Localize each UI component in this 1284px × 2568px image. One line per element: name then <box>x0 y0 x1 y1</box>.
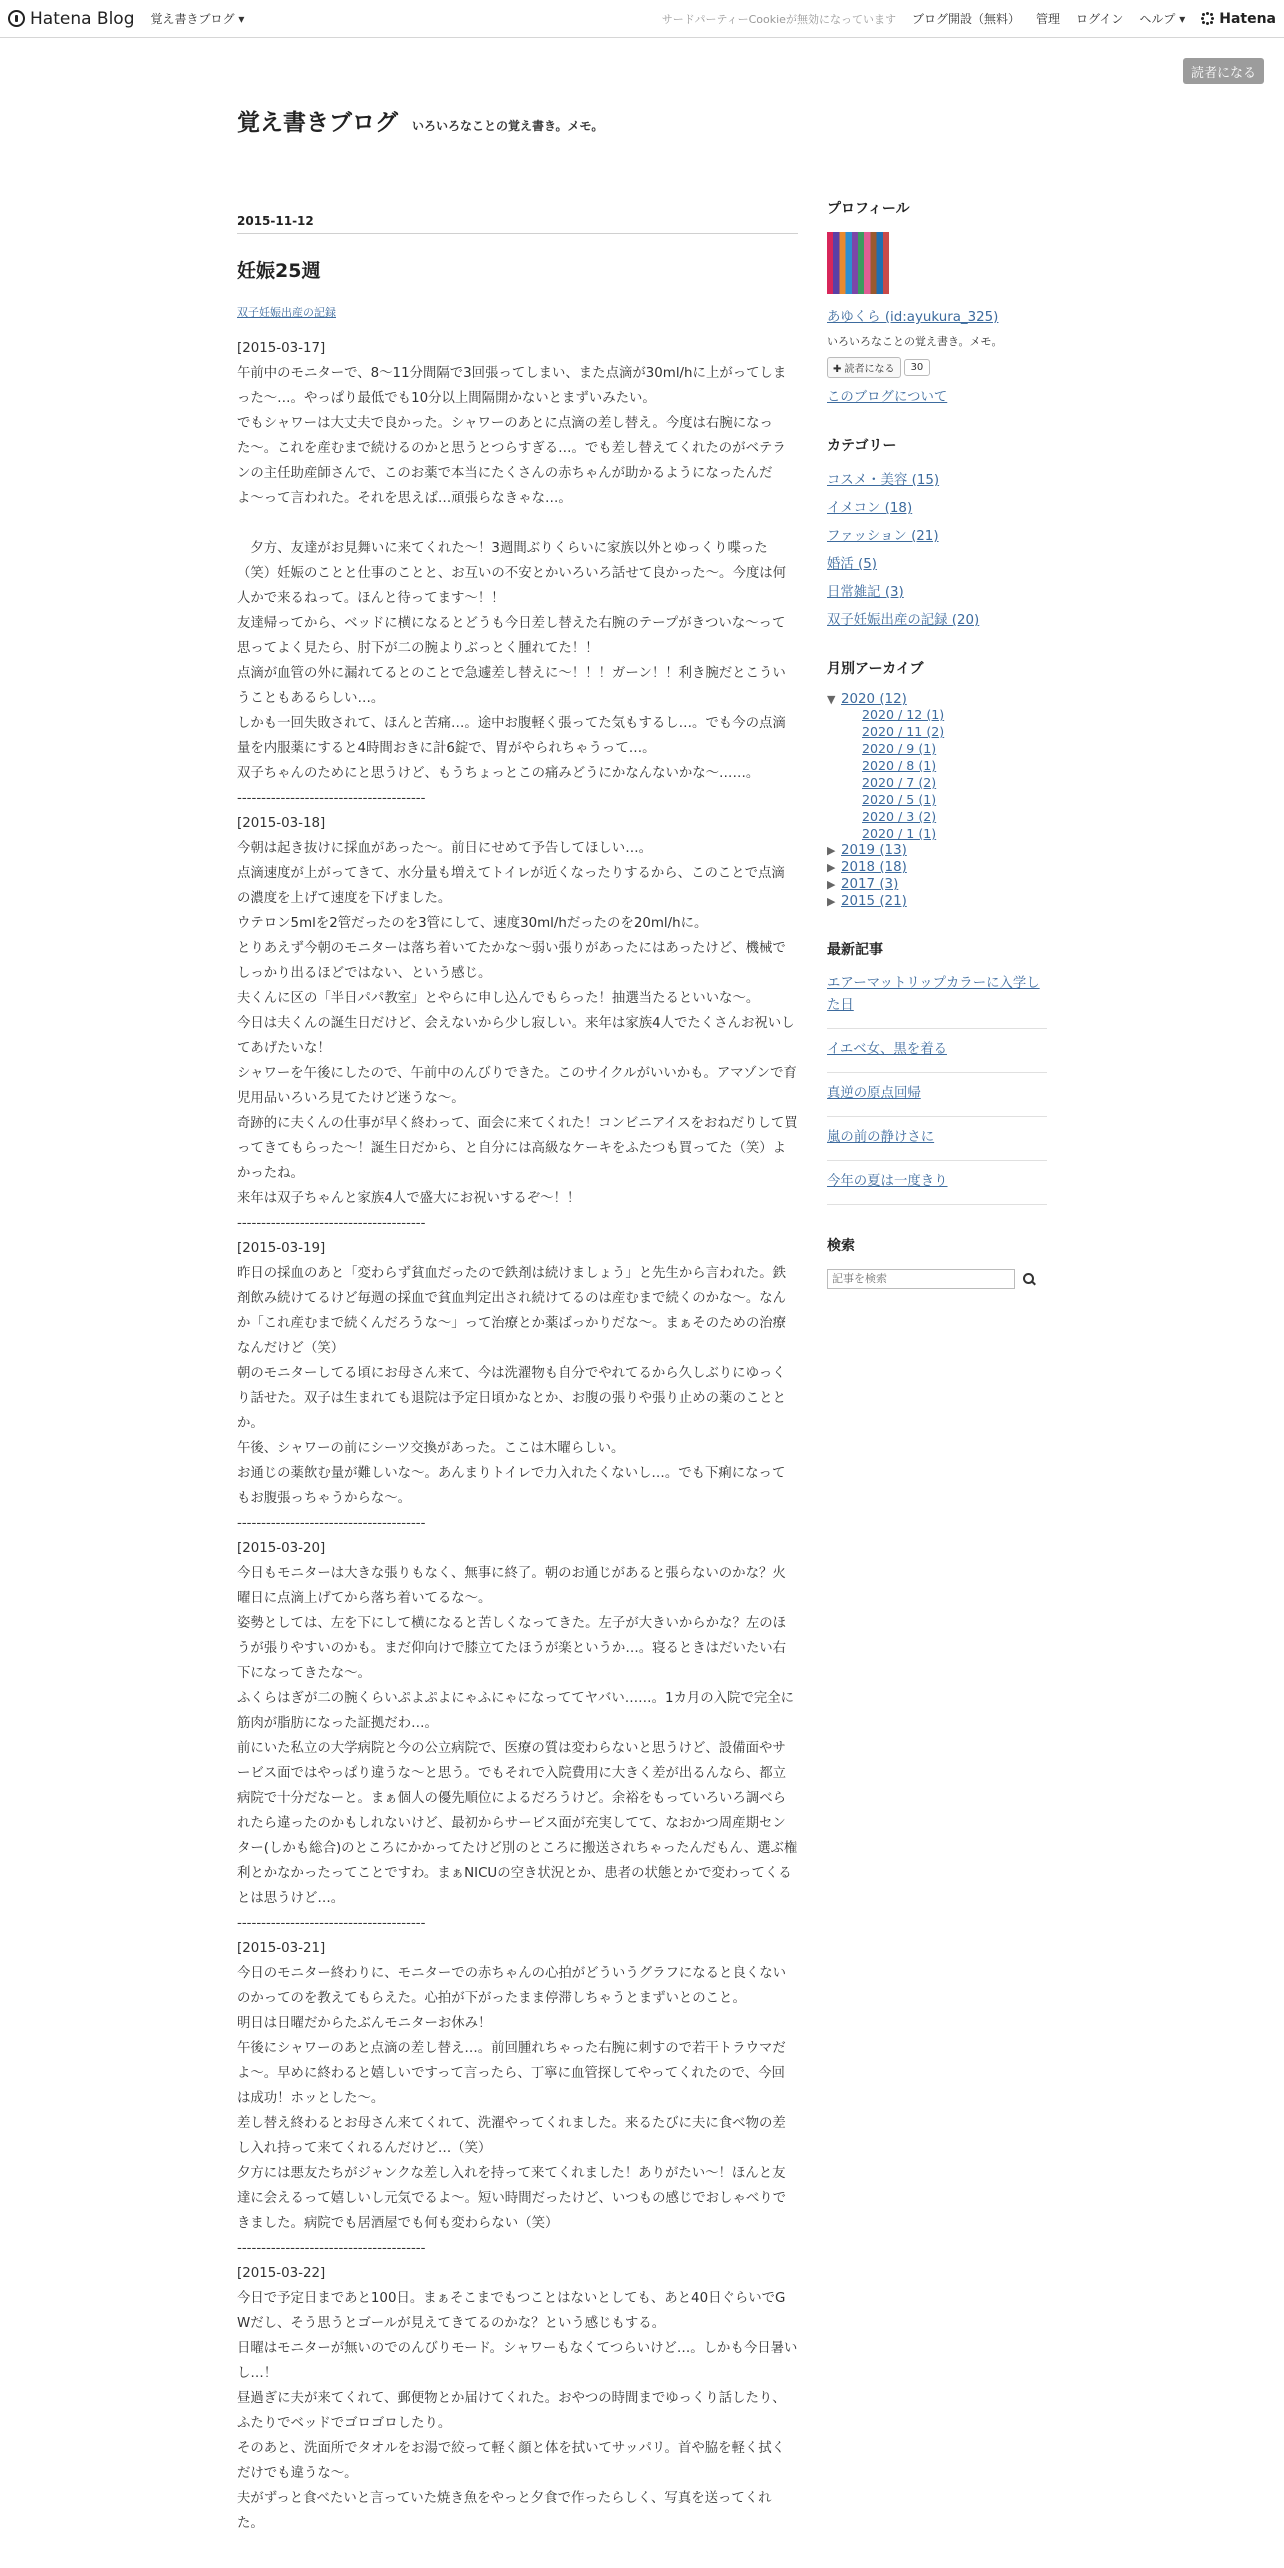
category-title: カテゴリー <box>827 438 897 454</box>
hatena-dots-icon <box>1201 12 1215 26</box>
recent-entry-link[interactable]: 嵐の前の静けさに <box>827 1130 935 1145</box>
blog-title[interactable]: 覚え書きブログ <box>237 109 398 136</box>
archive-title: 月別アーカイブ <box>827 661 924 677</box>
expand-triangle-icon[interactable]: ▶ <box>827 861 836 874</box>
blog-menu[interactable]: 覚え書きブログ ▾ <box>150 12 245 26</box>
search-input[interactable] <box>827 1269 1015 1289</box>
global-header <box>0 0 1284 38</box>
login-link[interactable]: ログイン <box>1075 12 1124 26</box>
hatena-blog-logo-icon <box>8 10 25 27</box>
hatena-label: Hatena <box>1219 10 1276 27</box>
archive-months <box>827 707 1047 841</box>
entry-body: [2015-03-17] 午前中のモニターで、8〜11分間隔で3回張ってしまい、また点滴が30ml/hに上がってしまった〜…。やっぱり最低でも10分以上間隔開かないとまずいみたい。 でもシャワーは大丈夫で良かった。シャワーのあとに点滴の差し替え。今度は右腕になった〜。これを産むまで続けるのかと思うとつらすぎる…。でも差し替えてくれたのがベテランの主任助産師さんで、このお薬で本当にたくさんの赤ちゃんが助かるようになったんだよ〜って言われた。それを思えば…頑張らなきゃな…。 夕方、友達がお見舞いに来てくれた〜！3週間ぶりくらいに家族以外とゆっくり喋った（笑）妊娠のことと仕事のことと、お互いの不安とかいろいろ話せて良かった〜。今度は何人かで来るねって。ほんと待ってます〜！！ 友達帰ってから、ベッドに横になるとどうも今日差し替えた右腕のテープがきついな〜って思ってよく見たら、肘下が二の腕よりぶっとく腫れてた！！ 点滴が血管の外に漏れてるとのことで急遽差し替えに〜！！！ガーン！！利き腕だとこういうこともあるらしい…。 しかも一回失敗されて、ほんと苦痛…。途中お腹軽く張ってた気もするし…。でも今の点滴量を内服薬にすると4時間おきに計6錠で、胃がやられちゃうって…。 双子ちゃんのためにと思うけど、もうちょっとこの痛みどうにかなんないかな〜……。 --------------------------------------- [2015-03-18] 今朝は起き抜けに採血があった〜。前日にせめて予告してほしい…。 点滴速度が上がってきて、水分量も増えてトイレが近くなったりするから、このことで点滴の濃度を上げて速度を下げました。 ウテロン5mlを2管だったのを3管にして、速度30ml/hだったのを20ml/hに。 とりあえず今朝のモニターは落ち着いてたかな〜弱い張りがあったにはあったけど、機械でしっかり出るほどではない、という感じ。 夫くんに区の「半日パパ教室」とやらに申し込んでもらった！抽選当たるといいな〜。 今日は夫くんの誕生日だけど、会えないから少し寂しい。来年は家族4人でたくさんお祝いしてあげたいな！ シャワーを午後にしたので、午前中のんびりできた。このサイクルがいいかも。アマゾンで育児用品いろいろ見てたけど迷うな〜。 奇跡的に夫くんの仕事が早く終わって、面会に来てくれた！コンビニアイスをおねだりして買ってきてもらった〜！誕生日だから、と自分には高級なケーキをふたつも買ってた（笑）よかったね。 来年は双子ちゃんと家族4人で盛大にお祝いするぞ〜！！ --------------------------------------- [2015-03-19] 昨日の採血のあと「変わらず貧血だったので鉄剤は続けましょう」と先生から言われた。鉄剤飲み続けてるけど毎週の採血で貧血判定出され続けてるのは産むまで続くのかな〜。なんか「これ産むまで続くんだろうな〜」って治療とか薬ばっかりだな〜。まぁそのための治療なんだけど（笑） 朝のモニターしてる頃にお母さん来て、今は洗濯物も自分でやれてるから久しぶりにゆっくり話せた。双子は生まれても退院は予定日頃かなとか、お腹の張りや張り止めの薬のこととか。 午後、シャワーの前にシーツ交換があった。ここは木曜らしい。 お通じの薬飲む量が難しいな〜。あんまりトイレで力入れたくないし…。でも下痢になってもお腹張っちゃうからな〜。 --------------------------------------- [2015-03-20] 今日もモニターは大きな張りもなく、無事に終了。朝のお通じがあると張らないのかな？火曜日に点滴上げてから落ち着いてるな〜。 姿勢としては、左を下にして横になると苦しくなってきた。左子が大きいからかな？左のほうが張りやすいのかも。まだ仰向けで膝立てたほうが楽というか…。寝るときはだいたい右下になってきたな〜。 ふくらはぎが二の腕くらいぷよぷよにゃふにゃになっててヤバい……。1カ月の入院で完全に筋肉が脂肪になった証拠だわ…。 前にいた私立の大学病院と今の公立病院で、医療の質は変わらないと思うけど、設備面やサービス面ではやっぱり違うな〜と思う。でもそれで入院費用に大きく差が出るんなら、都立病院で十分だなーと。まぁ個人の優先順位によるだろうけど。余裕をもっていろいろ調べられたら違ったのかもしれないけど、最初からサービス面が充実してて、なおかつ周産期センター(しかも総合)のところにかかってたけど別のところに搬送されちゃったんだもん、選ぶ権利とかなかったってことですわ。まぁNICUの空き状況とか、患者の状態とかで変わってくるとは思うけど…。 --------------------------------------- [2015-03-21] 今日のモニター終わりに、モニターでの赤ちゃんの心拍がどういうグラフになると良くないのかってのを教えてもらえた。心拍が下がったまま停滞しちゃうとまずいとのこと。 明日は日曜だからたぶんモニターお休み！ 午後にシャワーのあと点滴の差し替え…。前回腫れちゃった右腕に刺すので若干トラウマだよ〜。早めに終わると嬉しいですって言ったら、丁寧に血管探してやってくれたので、今回は成功！ホッとした〜。 差し替え終わるとお母さん来てくれて、洗濯やってくれました。来るたびに夫に食べ物の差し入れ持って来てくれるんだけど…（笑） 夕方には悪友たちがジャンクな差し入れを持って来てくれました！ありがたい〜！ほんと友達に会えるって嬉しいし元気でるよ〜。短い時間だったけど、いつもの感じでおしゃべりできました。病院でも居酒屋でも何も変わらない（笑） --------------------------------------- [2015-03-22] 今日で予定日まであと100日。まぁそこまでもつことはないとしても、あと40日ぐらいでGWだし、そう思うとゴールが見えてきてるのかな？という感じもする。 日曜はモニターが無いのでのんびりモード。シャワーもなくてつらいけど…。しかも今日暑いし…！ 昼過ぎに夫が来てくれて、郵便物とか届けてくれた。おやつの時間までゆっくり話したり、ふたりでベッドでゴロゴロしたり。 そのあと、洗面所でタオルをお湯で絞って軽く顔と体を拭いてサッパリ。首や脇を軽く拭くだけでも違うな〜。 夫がずっと食べたいと言っていた焼き魚をやっと夕食で作ったらしく、写真を送ってくれた。 <box>237 341 798 2531</box>
recent-entry-link[interactable]: 真逆の原点回帰 <box>827 1086 921 1101</box>
about-blog-link[interactable]: このブログについて <box>827 390 948 405</box>
expand-triangle-icon[interactable]: ▶ <box>827 878 836 891</box>
archive-month-link[interactable]: 2020 / 5 (1) <box>862 792 937 807</box>
profile-module <box>827 198 1047 405</box>
profile-description: いろいろなことの覚え書き。メモ。 <box>827 335 1003 348</box>
search-row <box>827 1269 1047 1289</box>
search-title: 検索 <box>827 1238 855 1254</box>
hatena-blog-logo[interactable] <box>8 9 135 29</box>
archive-year-link[interactable]: 2020 (12) <box>841 692 907 707</box>
blog-description: いろいろなことの覚え書き。メモ。 <box>412 119 604 133</box>
recent-entry-link[interactable]: エアーマットリップカラーに入学した日 <box>827 976 1040 1013</box>
open-blog-link[interactable]: ブログ開設（無料） <box>911 12 1020 26</box>
archive-month-link[interactable]: 2020 / 7 (2) <box>862 775 937 790</box>
archive-year-link[interactable]: 2019 (13) <box>841 843 907 858</box>
header-right-menu <box>662 10 1276 27</box>
recent-title: 最新記事 <box>827 942 883 958</box>
expand-triangle-icon[interactable]: ▶ <box>827 895 836 908</box>
main-content <box>237 214 798 2536</box>
blog-title-area <box>237 104 603 137</box>
category-link[interactable]: 日常雑記 (3) <box>827 585 904 600</box>
recent-list <box>827 973 1047 1205</box>
sidebar-subscribe-button[interactable]: ✚ 読者になる <box>827 357 901 378</box>
entry-title[interactable]: 妊娠25週 <box>237 260 321 282</box>
archive-month-link[interactable]: 2020 / 11 (2) <box>862 724 945 739</box>
archive-month-link[interactable]: 2020 / 3 (2) <box>862 809 937 824</box>
hatena-blog-logo-text: Hatena Blog <box>30 8 135 29</box>
archive-month-link[interactable]: 2020 / 9 (1) <box>862 741 937 756</box>
archive-month-link[interactable]: 2020 / 12 (1) <box>862 707 945 722</box>
subscriber-count[interactable]: 30 <box>904 359 931 376</box>
cookie-note: サードパーティーCookieが無効になっています <box>661 12 896 26</box>
category-link[interactable]: コスメ・美容 (15) <box>827 473 940 488</box>
help-menu[interactable]: ヘルプ ▾ <box>1139 12 1186 26</box>
category-module <box>827 435 1047 628</box>
expand-triangle-icon[interactable]: ▶ <box>827 844 836 857</box>
hatena-menu[interactable] <box>1201 11 1276 27</box>
archive-month-link[interactable]: 2020 / 1 (1) <box>862 826 937 841</box>
category-link[interactable]: ファッション (21) <box>827 529 939 544</box>
entry-date[interactable]: 2015-11-12 <box>237 214 798 234</box>
category-list <box>827 469 1047 628</box>
archive-list <box>827 692 1047 909</box>
category-link[interactable]: 双子妊娠出産の記録 (20) <box>827 613 980 628</box>
admin-link[interactable]: 管理 <box>1035 12 1060 26</box>
profile-title: プロフィール <box>827 201 910 217</box>
profile-name-link[interactable]: あゆくら (id:ayukura_325) <box>827 310 999 325</box>
search-module <box>827 1235 1047 1289</box>
archive-year-link[interactable]: 2017 (3) <box>841 877 899 892</box>
recent-entry-link[interactable]: 今年の夏は一度きり <box>827 1174 948 1189</box>
subscribe-row <box>827 357 1047 378</box>
subscribe-button[interactable]: 読者になる <box>1183 58 1264 84</box>
sidebar <box>827 198 1047 1319</box>
recent-entry-link[interactable]: イエベ女、黒を着る <box>827 1042 947 1057</box>
search-icon[interactable] <box>1023 1273 1036 1286</box>
collapse-triangle-icon[interactable]: ▼ <box>827 693 836 706</box>
archive-year-link[interactable]: 2018 (18) <box>841 860 907 875</box>
category-link[interactable]: 婚活 (5) <box>827 557 878 572</box>
category-link[interactable]: イメコン (18) <box>827 501 913 516</box>
archive-month-link[interactable]: 2020 / 8 (1) <box>862 758 937 773</box>
recent-module <box>827 939 1047 1205</box>
entry-category-link[interactable]: 双子妊娠出産の記録 <box>237 306 336 319</box>
archive-year-link[interactable]: 2015 (21) <box>841 894 907 909</box>
archive-module <box>827 658 1047 909</box>
avatar[interactable] <box>827 232 889 294</box>
